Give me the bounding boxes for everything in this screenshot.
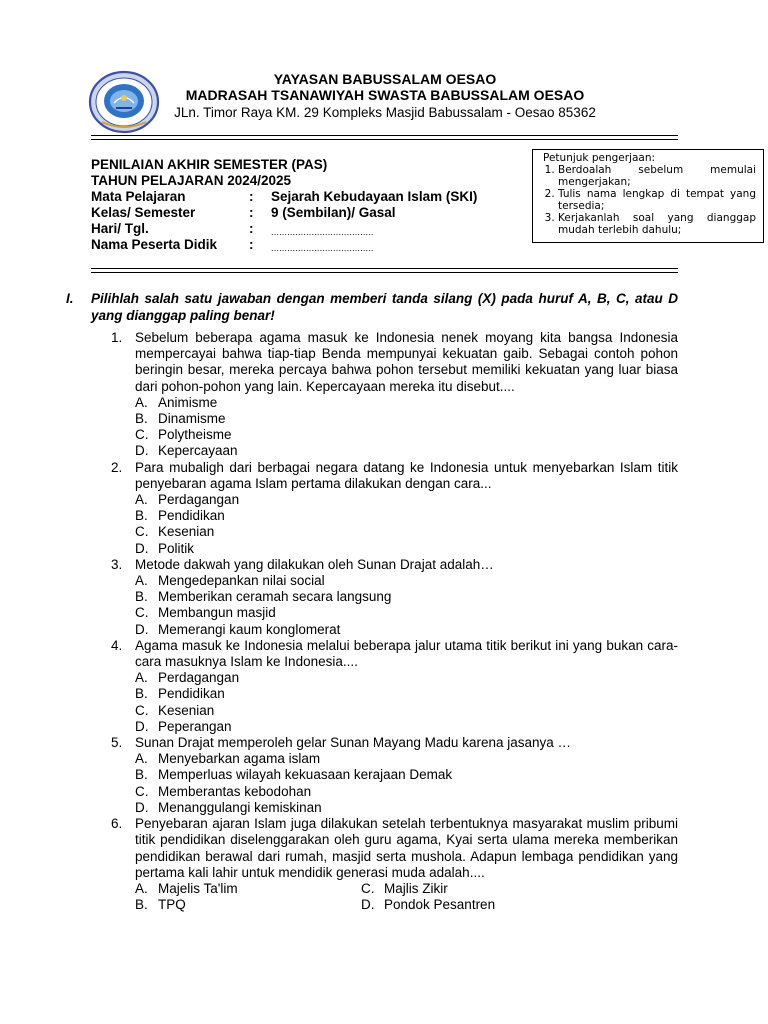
option-text: Menyebarkan agama islam <box>158 751 321 767</box>
answer-options <box>135 492 678 557</box>
option-a[interactable] <box>135 573 678 589</box>
option-text: Pendidikan <box>158 686 225 702</box>
option-letter: A. <box>135 492 148 508</box>
question-number: 2. <box>111 459 123 475</box>
option-letter: A. <box>135 880 148 896</box>
exam-identity <box>91 157 477 253</box>
instruction-item: 1. Berdoalah sebelum memulai mengerjakan; <box>558 164 756 188</box>
option-letter: C. <box>135 524 149 540</box>
option-letter: B. <box>135 589 148 605</box>
answer-options <box>135 670 678 735</box>
exam-title: PENILAIAN AKHIR SEMESTER (PAS) <box>91 157 328 172</box>
option-text: Perdagangan <box>158 492 240 508</box>
option-d[interactable] <box>135 800 678 816</box>
option-text: Kepercayaan <box>158 443 238 459</box>
option-text: Pendidikan <box>158 508 225 524</box>
option-b[interactable] <box>135 767 678 783</box>
option-letter: C. <box>135 783 149 799</box>
option-letter: B. <box>135 897 148 913</box>
question-text: Sunan Drajat memperoleh gelar Sunan Mayang Madu karena jasanya … <box>135 735 572 751</box>
option-letter: A. <box>135 670 148 686</box>
option-b[interactable] <box>135 589 678 605</box>
exam-year: TAHUN PELAJARAN 2024/2025 <box>91 173 292 188</box>
option-letter: A. <box>135 394 148 410</box>
question-6 <box>111 816 678 913</box>
question-text: Agama masuk ke Indonesia melalui beberapa jalur utama titik berikut ini yang bukan cara-cara masuknya Islam ke Indonesia.... <box>135 637 678 670</box>
option-b[interactable] <box>135 686 678 702</box>
instructions-list <box>543 164 756 236</box>
question-number: 3. <box>111 556 123 572</box>
option-d[interactable] <box>135 719 678 735</box>
option-b[interactable] <box>135 508 678 524</box>
option-text: Memperluas wilayah kekuasaan kerajaan Demak <box>158 767 453 783</box>
option-b[interactable] <box>135 897 361 913</box>
option-letter: C. <box>361 880 375 896</box>
option-a[interactable] <box>135 751 678 767</box>
option-letter: A. <box>135 751 148 767</box>
option-letter: B. <box>135 411 148 427</box>
question-number: 5. <box>111 735 123 751</box>
option-text: Memberantas kebodohan <box>158 783 312 799</box>
header-divider-thin <box>91 139 678 140</box>
letterhead <box>160 71 610 122</box>
option-letter: C. <box>135 702 149 718</box>
header-divider <box>91 135 678 136</box>
option-d[interactable] <box>135 443 678 459</box>
option-text: Perdagangan <box>158 670 240 686</box>
question-text: Penyebaran ajaran Islam juga dilakukan setelah terbentuknya masyarakat muslim pribumi titik pendidikan diselenggarakan oleh guru agama, Kyai serta ulama mereka memberikan pendidikan berawal dari rumah, masjid serta mushola. Adapun lembaga pendidikan yang pertama kali lahir untuk mendidik generasi muda adalah.... <box>135 816 678 880</box>
option-a[interactable] <box>135 395 678 411</box>
instruction-item: 3. Kerjakanlah soal yang dianggap mudah terlebih dahulu; <box>558 212 756 236</box>
question-3 <box>111 557 678 638</box>
option-text: Menanggulangi kemiskinan <box>158 799 322 815</box>
option-c[interactable] <box>135 605 678 621</box>
question-number: 1. <box>111 330 123 345</box>
field-colon: : <box>249 221 254 236</box>
answer-options <box>135 751 678 816</box>
school-address: JLn. Timor Raya KM. 29 Kompleks Masjid Babussalam - Oesao 85362 <box>174 105 596 120</box>
option-a[interactable] <box>135 881 361 897</box>
option-text: Majelis Ta'lim <box>158 880 238 896</box>
exam-year-row <box>91 173 477 189</box>
option-letter: D. <box>135 718 149 734</box>
option-text: Animisme <box>158 394 218 410</box>
field-colon: : <box>249 189 254 204</box>
student-name-blank[interactable]: ...................................... <box>271 243 374 253</box>
field-label: Kelas/ Semester <box>91 205 196 220</box>
section-instruction <box>66 290 678 324</box>
option-text: Pondok Pesantren <box>384 897 496 913</box>
option-text: Kesenian <box>158 524 215 540</box>
option-text: Memberikan ceramah secara langsung <box>158 589 392 605</box>
option-letter: A. <box>135 573 148 589</box>
question-5 <box>111 735 678 816</box>
field-value: 9 (Sembilan)/ Gasal <box>271 205 396 220</box>
section-number: I. <box>66 291 74 306</box>
question-text: Para mubaligh dari berbagai negara datang ke Indonesia untuk menyebarkan Islam titik penyebaran agama Islam pertama dilakukan dengan cara... <box>135 459 678 491</box>
option-letter: B. <box>135 686 148 702</box>
question-number: 4. <box>111 637 123 653</box>
option-letter: D. <box>135 443 149 459</box>
school-name: MADRASAH TSANAWIYAH SWASTA BABUSSALAM OESAO <box>185 87 585 103</box>
option-text: Kesenian <box>158 702 215 718</box>
option-text: Peperangan <box>158 718 232 734</box>
field-student-name <box>91 237 477 253</box>
question-list <box>111 330 678 913</box>
option-text: Mengedepankan nilai social <box>158 573 325 589</box>
field-label: Mata Pelajaran <box>91 189 186 204</box>
date-blank[interactable]: ...................................... <box>271 227 374 237</box>
field-class <box>91 205 477 221</box>
option-d[interactable] <box>361 897 587 913</box>
option-text: Politik <box>158 540 195 556</box>
instructions-box <box>532 149 764 243</box>
field-colon: : <box>249 205 254 220</box>
option-b[interactable] <box>135 411 678 427</box>
option-letter: D. <box>361 897 375 913</box>
option-letter: D. <box>135 799 149 815</box>
option-c[interactable] <box>135 703 678 719</box>
option-text: Membangun masjid <box>158 605 276 621</box>
option-text: Dinamisme <box>158 411 226 427</box>
identity-divider-thin <box>91 272 678 273</box>
field-label: Hari/ Tgl. <box>91 221 149 236</box>
field-value: Sejarah Kebudayaan Islam (SKI) <box>271 189 478 204</box>
exam-title-row <box>91 157 477 173</box>
option-a[interactable] <box>135 670 678 686</box>
option-letter: D. <box>135 540 149 556</box>
answer-options <box>135 573 678 638</box>
option-letter: C. <box>135 605 149 621</box>
option-d[interactable] <box>135 622 678 638</box>
option-c[interactable] <box>361 881 587 897</box>
question-4 <box>111 638 678 735</box>
instructions-title: Petunjuk pengerjaan: <box>543 152 656 164</box>
foundation-name: YAYASAN BABUSSALAM OESAO <box>273 71 497 87</box>
identity-divider <box>91 268 678 269</box>
option-letter: B. <box>135 767 148 783</box>
question-2 <box>111 460 678 557</box>
instruction-item: 2. Tulis nama lengkap di tempat yang tersedia; <box>558 188 756 212</box>
answer-options <box>135 881 678 913</box>
option-c[interactable] <box>135 427 678 443</box>
field-date <box>91 221 477 237</box>
option-letter: B. <box>135 508 148 524</box>
question-text: Metode dakwah yang dilakukan oleh Sunan Drajat adalah… <box>135 556 494 572</box>
option-a[interactable] <box>135 492 678 508</box>
question-text: Sebelum beberapa agama masuk ke Indonesia nenek moyang kita bangsa Indonesia mempercayai bahwa tiap-tiap Benda mempunyai kekuatan gaib. Sebagai contoh pohon beringin besar, mereka percaya bahwa pohon tersebut memiliki kekuatan yang luar biasa dari pohon-pohon yang lain. Kepercayaan mereka itu disebut.... <box>135 330 678 394</box>
field-label: Nama Peserta Didik <box>91 237 218 252</box>
question-number: 6. <box>111 816 123 832</box>
field-subject <box>91 189 477 205</box>
section-text: Pilihlah salah satu jawaban dengan memberi tanda silang (X) pada huruf A, B, C, atau D yang dianggap paling benar! <box>91 291 678 323</box>
option-text: Polytheisme <box>158 427 232 443</box>
question-1 <box>111 330 678 460</box>
school-logo <box>88 70 160 134</box>
field-colon: : <box>249 237 254 252</box>
option-letter: C. <box>135 427 149 443</box>
option-text: TPQ <box>158 897 186 913</box>
option-c[interactable] <box>135 784 678 800</box>
option-c[interactable] <box>135 524 678 540</box>
option-letter: D. <box>135 621 149 637</box>
answer-options <box>135 395 678 460</box>
option-d[interactable] <box>135 541 678 557</box>
option-text: Majlis Zikir <box>384 880 448 896</box>
option-text: Memerangi kaum konglomerat <box>158 621 341 637</box>
